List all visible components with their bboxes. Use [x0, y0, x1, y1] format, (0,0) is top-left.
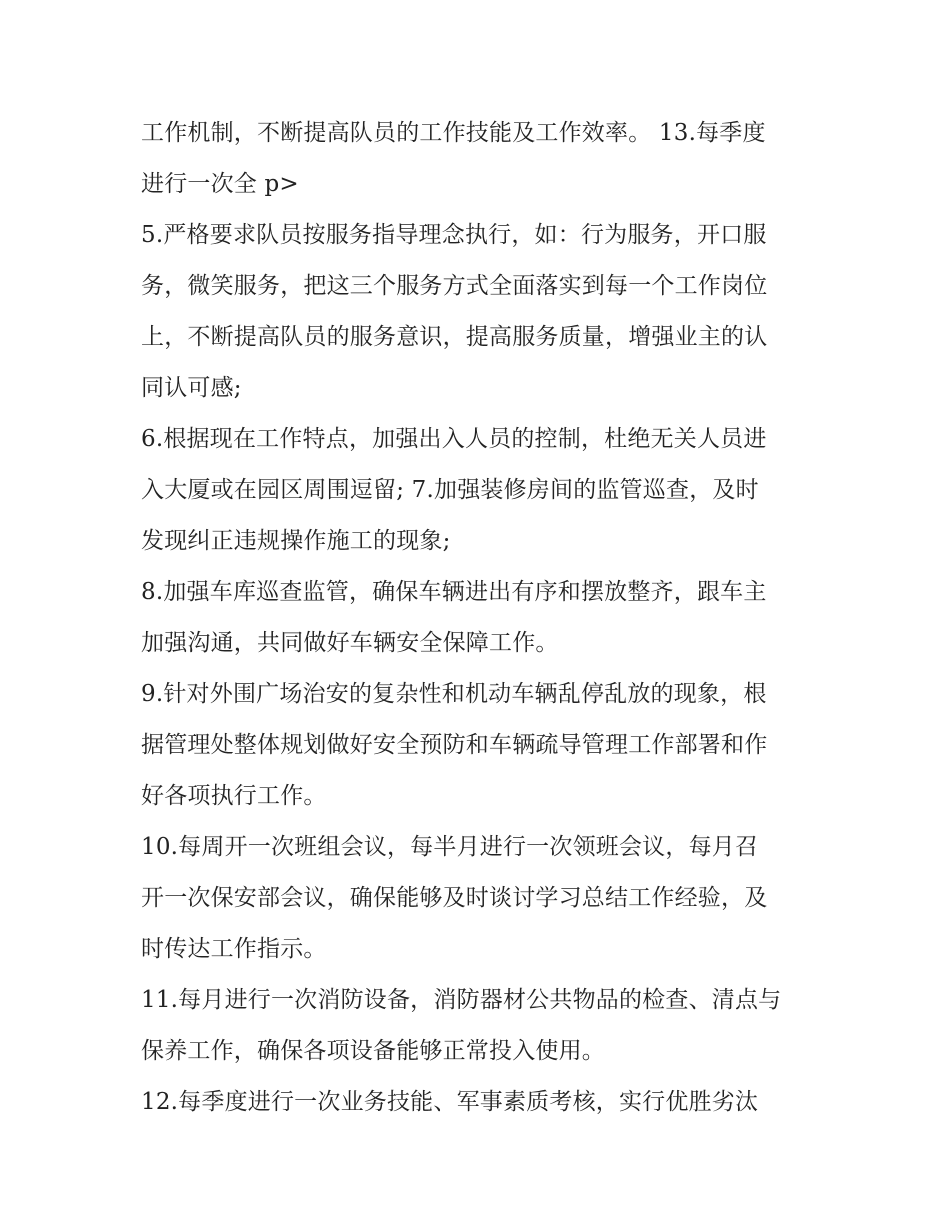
text-line: 12.每季度进行一次业务技能、军事素质考核，实行优胜劣汰 — [141, 1089, 759, 1115]
document-body — [141, 108, 821, 1128]
text-line: 时传达工作指示。 — [141, 936, 327, 962]
text-line: 10.每周开一次班组会议，每半月进行一次领班会议，每月召 — [141, 834, 759, 860]
text-line: 加强沟通，共同做好车辆安全保障工作。 — [141, 630, 559, 656]
text-line: 进行一次全 p> — [141, 171, 299, 197]
text-line: 同认可感; — [141, 375, 242, 401]
text-line: 好各项执行工作。 — [141, 783, 327, 809]
text-line: 据管理处整体规划做好安全预防和车辆疏导管理工作部署和作 — [141, 732, 768, 758]
text-line: 工作机制，不断提高队员的工作技能及工作效率。 13.每季度 — [141, 120, 766, 146]
text-line: 发现纠正违规操作施工的现象; — [141, 528, 451, 554]
text-line: 保养工作，确保各项设备能够正常投入使用。 — [141, 1038, 605, 1064]
text-line: 5.严格要求队员按服务指导理念执行，如：行为服务，开口服 — [141, 222, 767, 248]
text-line: 上，不断提高队员的服务意识，提高服务质量，增强业主的认 — [141, 324, 768, 350]
text-line: 11.每月进行一次消防设备，消防器材公共物品的检查、清点与 — [141, 987, 782, 1013]
text-line: 开一次保安部会议，确保能够及时谈讨学习总结工作经验，及 — [141, 885, 768, 911]
text-line: 入大厦或在园区周围逗留; 7.加强装修房间的监管巡查，及时 — [141, 477, 759, 503]
text-line: 9.针对外围广场治安的复杂性和机动车辆乱停乱放的现象，根 — [141, 681, 767, 707]
text-line: 务，微笑服务，把这三个服务方式全面落实到每一个工作岗位 — [141, 273, 768, 299]
text-line: 8.加强车库巡查监管，确保车辆进出有序和摆放整齐，跟车主 — [141, 579, 767, 605]
text-line: 6.根据现在工作特点，加强出入人员的控制，杜绝无关人员进 — [141, 426, 767, 452]
